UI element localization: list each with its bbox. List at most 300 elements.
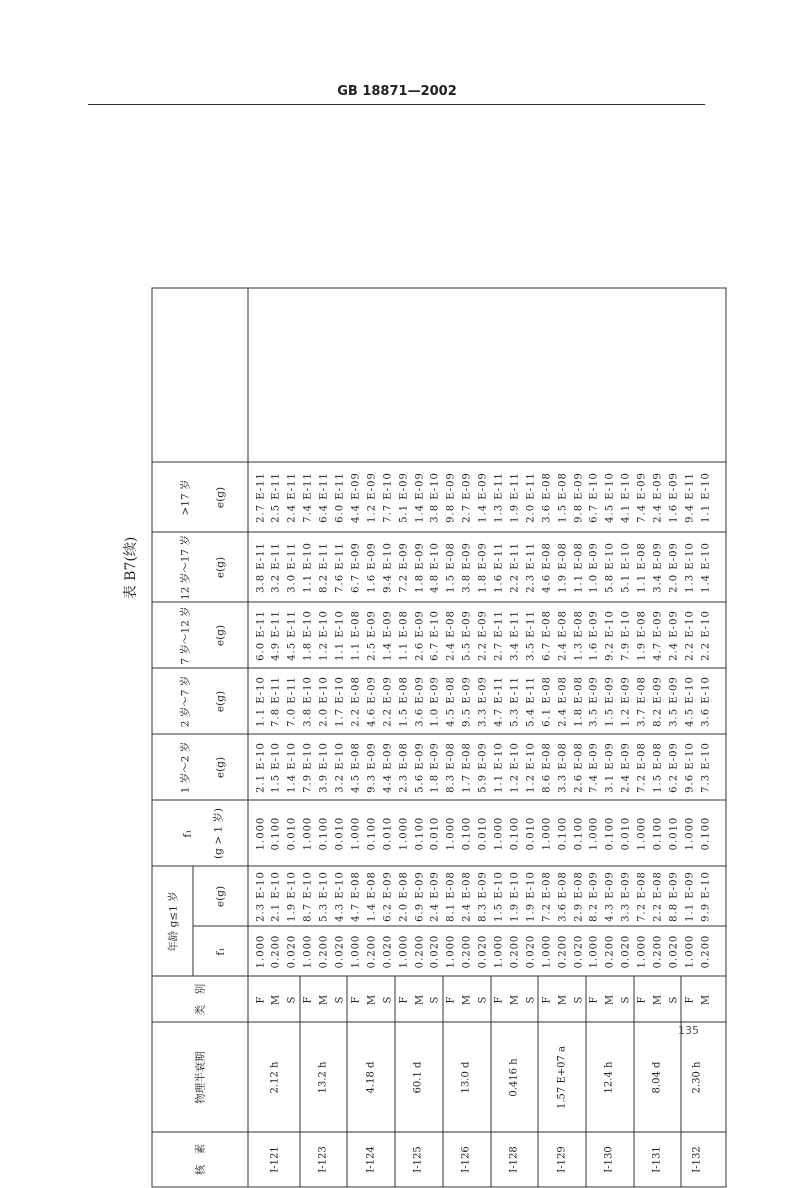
value-cell: 1.6 E-09	[588, 610, 600, 661]
header-age-7-12-eg: e(g)	[214, 624, 226, 647]
value-cell: 5.4 E-11	[525, 676, 537, 727]
value-cell: 0.100	[604, 816, 616, 851]
value-cell: S	[573, 995, 584, 1004]
value-cell: 2.2 E-10	[684, 610, 696, 661]
value-cell: 2.4 E-08	[557, 610, 569, 661]
value-cell: 9.5 E-09	[461, 676, 473, 727]
value-cell: 0.100	[652, 816, 664, 851]
value-cell: 2.4 E-09	[429, 871, 441, 922]
value-cell: 1.1 E-10	[302, 542, 314, 593]
value-cell: 8.2 E-09	[652, 676, 664, 727]
value-cell: 1.4 E-09	[382, 610, 394, 661]
value-cell: 4.3 E-09	[604, 871, 616, 922]
value-cell: S	[334, 995, 346, 1004]
value-cell: 1.5 E-10	[270, 742, 282, 793]
value-cell: 8.3 E-08	[445, 742, 457, 793]
value-cell: 8.2 E-09	[588, 871, 600, 922]
value-cell: 4.4 E-09	[350, 472, 362, 523]
value-cell: 0.020	[286, 934, 298, 969]
value-cell: 1.9 E-08	[636, 610, 648, 661]
value-cell: 2.1 E-10	[255, 742, 266, 793]
column-divider	[153, 1132, 726, 1133]
value-cell: 1.1 E-10	[700, 472, 712, 523]
value-cell: 7.6 E-11	[334, 542, 346, 593]
nuclide-cell: I-131	[651, 1146, 663, 1173]
value-cell: 1.4 E-10	[286, 742, 298, 793]
value-cell: F	[398, 995, 410, 1004]
value-cell: 7.2 E-08	[636, 871, 648, 922]
value-cell: F	[255, 995, 266, 1004]
value-cell: 1.2 E-09	[620, 676, 632, 727]
value-cell: 2.1 E-10	[270, 871, 282, 922]
half-life-cell: 13.2 h	[317, 1061, 329, 1094]
value-cell: 1.000	[684, 816, 696, 851]
value-cell: 1.2 E-10	[525, 742, 537, 793]
value-cell: 9.9 E-10	[700, 871, 712, 922]
value-cell: 0.100	[509, 816, 521, 851]
value-cell: 1.2 E-09	[366, 472, 378, 523]
column-divider	[153, 1022, 726, 1023]
value-cell: 0.200	[318, 934, 330, 969]
value-cell: S	[668, 995, 680, 1004]
value-cell: M	[652, 993, 664, 1006]
value-cell: 1.000	[588, 934, 600, 969]
value-cell: 1.7 E-10	[334, 676, 346, 727]
value-cell: 4.7 E-11	[493, 676, 505, 727]
value-cell: 0.020	[477, 934, 489, 969]
value-cell: 6.7 E-09	[350, 542, 362, 593]
half-life-cell: 13.0 d	[460, 1061, 472, 1094]
value-cell: 1.6 E-09	[668, 472, 680, 523]
value-cell: 6.4 E-11	[318, 472, 330, 523]
header-nuclide: 核 素	[194, 1143, 207, 1176]
value-cell: 1.000	[398, 934, 410, 969]
value-cell: 4.6 E-08	[541, 542, 553, 593]
value-cell: 3.2 E-11	[270, 542, 282, 593]
value-cell: 0.020	[620, 934, 632, 969]
value-cell: 5.1 E-09	[398, 472, 410, 523]
value-cell: 3.8 E-09	[461, 542, 473, 593]
value-cell: 2.2 E-08	[652, 871, 664, 922]
value-cell: 2.6 E-09	[414, 610, 425, 661]
value-cell: 3.3 E-09	[477, 676, 489, 727]
value-cell: 7.2 E-08	[636, 742, 648, 793]
value-cell: 1.000	[684, 934, 696, 969]
value-cell: 0.010	[286, 816, 298, 851]
value-cell: F	[493, 995, 505, 1004]
value-cell: 7.4 E-09	[636, 472, 648, 523]
header-f1-older-note: (g > 1 岁)	[212, 808, 224, 859]
half-life-cell: 2.30 h	[691, 1061, 703, 1094]
value-cell: 8.3 E-09	[477, 871, 489, 922]
value-cell: F	[541, 995, 553, 1004]
value-cell: 1.1 E-08	[573, 542, 584, 593]
value-cell: 6.0 E-11	[255, 610, 266, 661]
value-cell: 9.8 E-09	[573, 472, 584, 523]
value-cell: 1.8 E-09	[477, 542, 489, 593]
value-cell: 1.000	[398, 816, 410, 851]
header-f1-older: f₁	[181, 829, 194, 838]
value-cell: 1.7 E-08	[461, 742, 473, 793]
value-cell: 6.1 E-08	[541, 676, 553, 727]
nuclide-cell: I-125	[412, 1146, 424, 1173]
value-cell: 2.9 E-08	[573, 871, 584, 922]
value-cell: 1.9 E-10	[525, 871, 537, 922]
value-cell: 1.0 E-09	[588, 542, 600, 593]
value-cell: 2.7 E-11	[493, 610, 505, 661]
half-life-cell: 1.57 E+07 a	[556, 1046, 568, 1109]
value-cell: 1.2 E-10	[509, 742, 521, 793]
value-cell: 1.5 E-10	[493, 871, 505, 922]
value-cell: 8.2 E-11	[318, 542, 330, 593]
value-cell: 9.4 E-10	[382, 542, 394, 593]
column-divider	[153, 532, 726, 533]
column-divider	[153, 602, 726, 603]
value-cell: 2.3 E-08	[398, 742, 410, 793]
value-cell: 0.010	[429, 816, 441, 851]
value-cell: 0.100	[557, 816, 569, 851]
value-cell: 1.8 E-08	[573, 676, 584, 727]
value-cell: 2.2 E-08	[350, 676, 362, 727]
value-cell: 0.010	[334, 816, 346, 851]
value-cell: 7.3 E-10	[700, 742, 712, 793]
value-cell: 3.5 E-09	[588, 676, 600, 727]
value-cell: 1.000	[350, 816, 362, 851]
value-cell: 7.9 E-10	[620, 610, 632, 661]
value-cell: 0.200	[366, 934, 378, 969]
header-age-1-2: 1 岁～2 岁	[179, 741, 192, 794]
table-body	[248, 289, 726, 1187]
value-cell: 6.7 E-08	[541, 610, 553, 661]
value-cell: 7.0 E-11	[286, 676, 298, 727]
value-cell: F	[636, 995, 648, 1004]
header-age-group: 年龄 g≤1 岁	[167, 891, 179, 952]
value-cell: 7.4 E-09	[588, 742, 600, 793]
value-cell: 3.6 E-08	[541, 472, 553, 523]
value-cell: 2.2 E-10	[700, 610, 712, 661]
value-cell: 1.6 E-11	[493, 542, 505, 593]
value-cell: 4.8 E-10	[429, 542, 441, 593]
header-f1: f₁	[214, 947, 226, 956]
value-cell: 0.200	[557, 934, 569, 969]
value-cell: 1.000	[493, 934, 505, 969]
nuclide-cell: I-132	[691, 1146, 703, 1173]
value-cell: 5.5 E-09	[461, 610, 473, 661]
value-cell: M	[461, 993, 473, 1006]
nuclide-cell: I-126	[460, 1146, 472, 1173]
value-cell: 9.3 E-09	[366, 742, 378, 793]
value-cell: 1.1 E-08	[636, 542, 648, 593]
value-cell: 8.7 E-10	[302, 871, 314, 922]
value-cell: 1.9 E-11	[509, 472, 521, 523]
value-cell: 4.5 E-08	[445, 676, 457, 727]
value-cell: 8.6 E-08	[541, 742, 553, 793]
value-cell: 9.8 E-09	[445, 472, 457, 523]
value-cell: 0.200	[604, 934, 616, 969]
value-cell: M	[557, 993, 569, 1006]
value-cell: 0.010	[525, 816, 537, 851]
value-cell: 1.8 E-09	[429, 742, 441, 793]
value-cell: 1.1 E-08	[398, 610, 410, 661]
value-cell: 0.010	[668, 816, 680, 851]
header-age-17-eg: e(g)	[214, 486, 226, 509]
half-life-cell: 60.1 d	[412, 1061, 424, 1094]
value-cell: 9.2 E-10	[604, 610, 616, 661]
value-cell: S	[382, 995, 394, 1004]
column-divider	[153, 800, 726, 801]
value-cell: 1.1 E-09	[684, 871, 696, 922]
value-cell: 0.020	[573, 934, 584, 969]
value-cell: 3.4 E-11	[509, 610, 521, 661]
value-cell: 4.5 E-08	[350, 742, 362, 793]
header-age-12-17: 12 岁～17 岁	[179, 535, 192, 600]
nuclide-cell: I-129	[556, 1146, 568, 1173]
value-cell: 5.9 E-09	[477, 742, 489, 793]
header-half-life: 物理半衰期	[194, 1051, 207, 1104]
value-cell: 4.5 E-10	[684, 676, 696, 727]
value-cell: 6.2 E-09	[668, 742, 680, 793]
value-cell: F	[302, 995, 314, 1004]
value-cell: 1.000	[445, 816, 457, 851]
value-cell: 8.1 E-08	[445, 871, 457, 922]
value-cell: 3.8 E-10	[302, 676, 314, 727]
standard-header: GB 18871—2002	[337, 84, 457, 99]
value-cell: S	[477, 995, 489, 1004]
value-cell: F	[684, 995, 696, 1004]
value-cell: 7.8 E-11	[270, 676, 282, 727]
value-cell: 6.7 E-10	[429, 610, 441, 661]
value-cell: 1.4 E-08	[366, 871, 378, 922]
header-class: 类 别	[194, 983, 207, 1016]
value-cell: 1.1 E-08	[350, 610, 362, 661]
value-cell: 2.4 E-09	[652, 472, 664, 523]
column-divider	[153, 462, 726, 463]
half-life-cell: 4.18 d	[365, 1061, 377, 1094]
value-cell: 7.4 E-11	[302, 472, 314, 523]
nuclide-cell: I-123	[317, 1146, 329, 1173]
value-cell: 2.4 E-09	[668, 610, 680, 661]
value-cell: 3.3 E-08	[557, 742, 569, 793]
value-cell: 2.3 E-10	[255, 871, 266, 922]
value-cell: 1.000	[255, 934, 266, 969]
value-cell: 2.0 E-10	[318, 676, 330, 727]
value-cell: 2.5 E-09	[366, 610, 378, 661]
value-cell: 3.8 E-10	[429, 472, 441, 523]
value-cell: 7.9 E-10	[302, 742, 314, 793]
value-cell: M	[270, 993, 282, 1006]
value-cell: 2.4 E-11	[286, 472, 298, 523]
value-cell: 5.1 E-10	[620, 542, 632, 593]
value-cell: 0.200	[461, 934, 473, 969]
value-cell: 1.6 E-09	[366, 542, 378, 593]
table-header	[153, 289, 249, 1187]
value-cell: 1.000	[541, 934, 553, 969]
value-cell: 0.020	[525, 934, 537, 969]
value-cell: 2.0 E-11	[525, 472, 537, 523]
value-cell: 1.5 E-08	[652, 742, 664, 793]
value-cell: 4.7 E-09	[652, 610, 664, 661]
value-cell: 1.9 E-10	[509, 871, 521, 922]
value-cell: 7.7 E-10	[382, 472, 394, 523]
value-cell: 0.020	[334, 934, 346, 969]
value-cell: 3.2 E-10	[334, 742, 346, 793]
value-cell: 8.8 E-09	[668, 871, 680, 922]
value-cell: 2.4 E-09	[620, 742, 632, 793]
value-cell: 0.010	[382, 816, 394, 851]
value-cell: 1.4 E-10	[700, 542, 712, 593]
value-cell: 9.4 E-11	[684, 472, 696, 523]
value-cell: 0.100	[318, 816, 330, 851]
header-age-12-17-eg: e(g)	[214, 556, 226, 579]
value-cell: 1.4 E-09	[414, 472, 425, 523]
value-cell: 3.6 E-10	[700, 676, 712, 727]
value-cell: 2.0 E-08	[398, 871, 410, 922]
value-cell: M	[509, 993, 521, 1006]
column-divider	[153, 976, 726, 977]
header-age-7-12: 7 岁～12 岁	[179, 606, 192, 665]
value-cell: 0.010	[620, 816, 632, 851]
value-cell: 5.8 E-10	[604, 542, 616, 593]
value-cell: F	[445, 995, 457, 1004]
value-cell: 3.9 E-10	[318, 742, 330, 793]
value-cell: 1.000	[636, 934, 648, 969]
dose-coefficient-table	[152, 288, 727, 1188]
value-cell: 0.100	[366, 816, 378, 851]
value-cell: 1.3 E-08	[573, 610, 584, 661]
value-cell: 2.3 E-11	[525, 542, 537, 593]
value-cell: 1.000	[588, 816, 600, 851]
value-cell: 1.4 E-09	[477, 472, 489, 523]
value-cell: 3.6 E-09	[414, 676, 425, 727]
value-cell: 4.4 E-09	[382, 742, 394, 793]
header-rule	[88, 104, 705, 105]
column-divider	[153, 734, 726, 735]
value-cell: 2.6 E-08	[573, 742, 584, 793]
nuclide-cell: I-124	[365, 1146, 377, 1173]
value-cell: 1.000	[541, 816, 553, 851]
half-life-cell: 12.4 h	[603, 1061, 615, 1094]
value-cell: 1.2 E-10	[318, 610, 330, 661]
value-cell: 6.2 E-09	[382, 871, 394, 922]
value-cell: 3.0 E-11	[286, 542, 298, 593]
value-cell: 2.2 E-09	[477, 610, 489, 661]
value-cell: 2.4 E-08	[445, 610, 457, 661]
value-cell: 0.200	[270, 934, 282, 969]
value-cell: 1.5 E-08	[398, 676, 410, 727]
value-cell: S	[620, 995, 632, 1004]
value-cell: 1.8 E-10	[302, 610, 314, 661]
value-cell: 3.7 E-08	[636, 676, 648, 727]
value-cell: 0.200	[700, 934, 712, 969]
header-e: e(g)	[214, 885, 226, 908]
value-cell: 0.020	[668, 934, 680, 969]
value-cell: 3.4 E-09	[652, 542, 664, 593]
value-cell: 2.0 E-09	[668, 542, 680, 593]
value-cell: 5.3 E-11	[509, 676, 521, 727]
half-life-cell: 2.12 h	[269, 1061, 281, 1094]
value-cell: 1.1 E-10	[334, 610, 346, 661]
header-age-1-2-eg: e(g)	[214, 756, 226, 779]
value-cell: 4.1 E-10	[620, 472, 632, 523]
value-cell: 1.000	[493, 816, 505, 851]
header-age-17: >17 岁	[179, 479, 192, 516]
value-cell: 0.100	[573, 816, 584, 851]
nuclide-cell: I-130	[603, 1146, 615, 1173]
value-cell: M	[700, 993, 712, 1006]
value-cell: 1.3 E-11	[493, 472, 505, 523]
value-cell: 2.4 E-08	[557, 676, 569, 727]
value-cell: M	[414, 993, 425, 1006]
header-age-2-7: 2 岁～7 岁	[179, 675, 192, 728]
value-cell: S	[286, 995, 298, 1004]
value-cell: 3.5 E-09	[668, 676, 680, 727]
value-cell: 1.5 E-09	[604, 676, 616, 727]
value-cell: 1.5 E-08	[557, 472, 569, 523]
page-number: 135	[678, 1024, 699, 1037]
value-cell: 3.5 E-11	[525, 610, 537, 661]
column-divider	[153, 866, 726, 867]
column-divider	[153, 668, 726, 669]
value-cell: 1.1 E-10	[493, 742, 505, 793]
value-cell: 0.100	[461, 816, 473, 851]
value-cell: 1.000	[636, 816, 648, 851]
value-cell: 6.7 E-10	[588, 472, 600, 523]
value-cell: 0.100	[700, 816, 712, 851]
value-cell: 3.3 E-09	[620, 871, 632, 922]
nuclide-cell: I-128	[508, 1146, 520, 1173]
value-cell: 2.7 E-09	[461, 472, 473, 523]
value-cell: 1.000	[445, 934, 457, 969]
value-cell: 0.020	[429, 934, 441, 969]
value-cell: 1.000	[350, 934, 362, 969]
value-cell: 2.2 E-09	[382, 676, 394, 727]
value-cell: F	[350, 995, 362, 1004]
value-cell: 1.9 E-10	[286, 871, 298, 922]
value-cell: 2.4 E-08	[461, 871, 473, 922]
value-cell: 7.2 E-08	[541, 871, 553, 922]
column-divider	[193, 926, 726, 927]
value-cell: 3.1 E-09	[604, 742, 616, 793]
value-cell: 1.000	[255, 816, 266, 851]
value-cell: 2.7 E-11	[255, 472, 266, 523]
value-cell: 1.000	[302, 934, 314, 969]
value-cell: M	[366, 993, 378, 1006]
header-age-2-7-eg: e(g)	[214, 690, 226, 713]
value-cell: 1.5 E-08	[445, 542, 457, 593]
value-cell: 1.1 E-10	[255, 676, 266, 727]
value-cell: 5.6 E-09	[414, 742, 425, 793]
value-cell: S	[429, 995, 441, 1004]
value-cell: 9.6 E-10	[684, 742, 696, 793]
value-cell: 4.6 E-09	[366, 676, 378, 727]
value-cell: M	[318, 993, 330, 1006]
value-cell: 1.9 E-08	[557, 542, 569, 593]
value-cell: 0.020	[382, 934, 394, 969]
value-cell: 1.000	[302, 816, 314, 851]
value-cell: M	[604, 993, 616, 1006]
value-cell: 2.2 E-11	[509, 542, 521, 593]
value-cell: 0.100	[414, 816, 425, 851]
value-cell: F	[588, 995, 600, 1004]
value-cell: 4.5 E-11	[286, 610, 298, 661]
value-cell: 1.3 E-10	[684, 542, 696, 593]
value-cell: 0.200	[414, 934, 425, 969]
nuclide-cell: I-121	[269, 1146, 281, 1173]
value-cell: 4.3 E-10	[334, 871, 346, 922]
half-life-cell: 8.04 d	[651, 1061, 663, 1094]
value-cell: 1.8 E-09	[414, 542, 425, 593]
value-cell: 4.7 E-08	[350, 871, 362, 922]
